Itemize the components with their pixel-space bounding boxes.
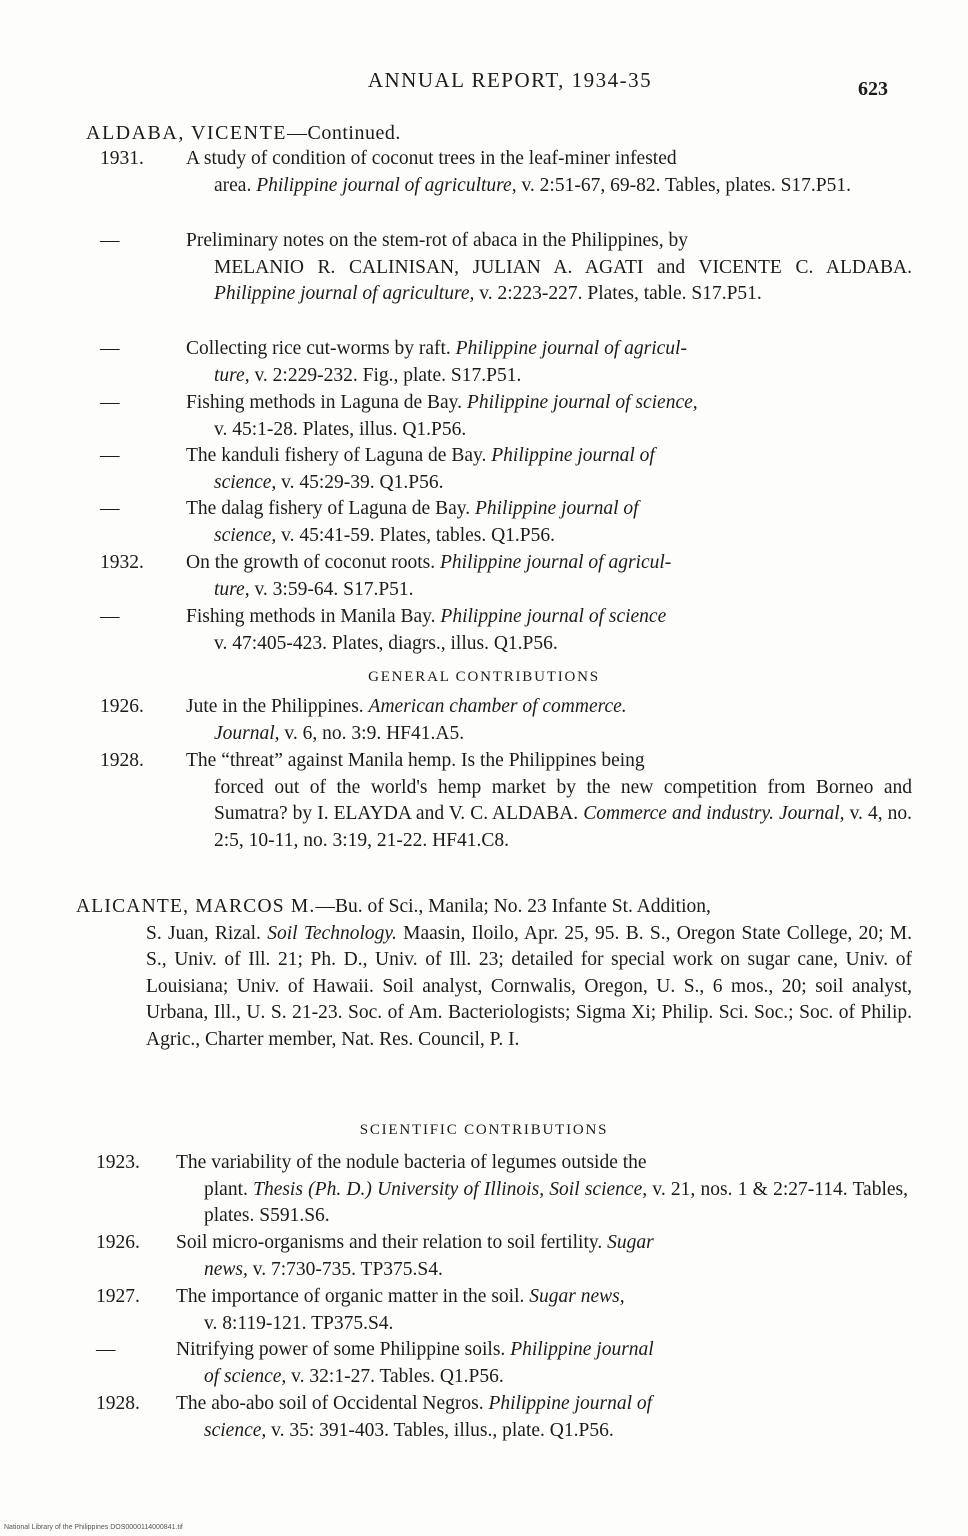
entry-citation: v. 6, no. 3:9. HF41.A5. — [279, 722, 465, 744]
entry-citation: v. 7:730-735. TP375.S4. — [247, 1258, 443, 1280]
bibliography-entry — [100, 550, 912, 603]
bibliography-entry — [96, 1230, 908, 1283]
bibliography-entry — [100, 496, 912, 549]
entry-year: 1927. — [96, 1286, 140, 1307]
journal-name: American chamber of commerce. — [368, 696, 627, 717]
entry-title: The importance of organic matter in the soil. — [176, 1286, 530, 1307]
journal-name: Philippine journal of — [474, 498, 639, 519]
entry-citation: v. 8:119-121. TP375.S4. — [204, 1312, 394, 1334]
author-entry-alicante — [76, 894, 912, 1053]
journal-name: Sugar — [607, 1232, 654, 1253]
section-heading-scientific: SCIENTIFIC CONTRIBUTIONS — [359, 1122, 609, 1138]
entry-title: The kanduli fishery of Laguna de Bay. — [186, 445, 492, 466]
bibliography-entry — [96, 1391, 908, 1444]
entry-year: 1928. — [100, 750, 144, 771]
entry-title: Nitrifying power of some Philippine soils. — [176, 1339, 511, 1360]
bibliography-entry — [100, 748, 912, 854]
entry-year: 1926. — [100, 696, 144, 717]
entry-year: 1926. — [96, 1232, 140, 1253]
entry-citation: v. 3:59-64. S17.P51. — [249, 578, 414, 600]
journal-name: science, — [214, 524, 277, 546]
entry-year: — — [96, 1339, 116, 1360]
journal-name: Philippine journal of agriculture, — [256, 174, 517, 196]
journal-name: Philippine journal of — [488, 1393, 653, 1414]
entry-title: The abo-abo soil of Occidental Negros. — [176, 1393, 489, 1414]
bibliography-entry — [100, 694, 912, 747]
entry-citation: v. 21, nos. 1 & 2:27-114. Tables, plates. S591.S6. — [204, 1178, 908, 1226]
entry-title: The “threat” against Manila hemp. Is the Philippines being — [186, 750, 645, 771]
bibliography-entry — [96, 1337, 908, 1390]
author-specialty: Soil Technology. — [267, 922, 397, 944]
author-bio-first: —Bu. of Sci., Manila; No. 23 Infante St. Addition, — [315, 896, 711, 917]
entry-text: forced out of the world's hemp market by the new competition from Borneo and Sumatra? by I. ELAYDA and V. C. ALDABA. — [214, 776, 912, 824]
journal-name: Philippine journal of science — [440, 606, 667, 627]
journal-name: Sugar news, — [529, 1286, 625, 1307]
entry-text: area. — [214, 174, 257, 196]
entry-title: Fishing methods in Manila Bay. — [186, 606, 441, 627]
journal-name: ture, — [214, 578, 250, 600]
page-number: 623 — [858, 78, 888, 100]
entry-title: Fishing methods in Laguna de Bay. — [186, 392, 467, 413]
entry-title: The dalag fishery of Laguna de Bay. — [186, 498, 475, 519]
entry-citation: v. 2:51-67, 69-82. Tables, plates. S17.P51. — [516, 174, 852, 196]
entry-title: Preliminary notes on the stem-rot of abaca in the Philippines, by — [186, 230, 689, 251]
journal-name: Philippine journal of agriculture, — [214, 283, 475, 304]
journal-name: news, — [204, 1258, 248, 1280]
running-header: ANNUAL REPORT, 1934-35 — [367, 68, 653, 92]
author-continued: —Continued. — [287, 122, 401, 144]
journal-name: Thesis (Ph. D.) University of Illinois, Soil science, — [253, 1178, 648, 1200]
entry-year: 1923. — [96, 1152, 140, 1173]
entry-title: On the growth of coconut roots. — [186, 552, 440, 573]
journal-name: ture, — [214, 364, 250, 386]
entry-citation: v. 47:405-423. Plates, diagrs., illus. Q1.P56. — [214, 632, 558, 654]
entry-title: Soil micro-organisms and their relation to soil fertility. — [176, 1232, 608, 1253]
entry-citation: v. 32:1-27. Tables. Q1.P56. — [286, 1365, 504, 1387]
bibliography-entry — [100, 336, 912, 389]
scan-footer-stamp: National Library of the Philippines DOS0000114000841.tif — [4, 1524, 183, 1531]
author-bio: Maasin, Iloilo, Apr. 25, 95. B. S., Oregon State College, 20; M. S., Univ. of Ill. 21; Ph. D., Univ. of Ill. 23; detailed for special work on sugar cane, Univ. of Louisiana; Univ. of Hawaii. Soil analyst, Cornwalis, Oregon, U. S., 6 mos., 20; soil analyst, Urbana, Ill., U. S. 21-23. Soc. of Am. Bacteriologists; Sigma Xi; Philip. Sci. Soc.; Soc. of Philip. Agric., Charter member, Nat. Res. Council, P. I. — [146, 922, 912, 1050]
entry-year: — — [100, 338, 120, 359]
entry-year: — — [100, 498, 120, 519]
entry-year: — — [100, 230, 120, 251]
entry-year: 1931. — [100, 148, 144, 169]
journal-name: Philippine journal of science, — [466, 392, 698, 413]
bibliography-entry — [100, 443, 912, 496]
bibliography-entry — [100, 390, 912, 443]
bibliography-entry — [100, 228, 912, 308]
entry-title: Jute in the Philippines. — [186, 696, 369, 717]
entry-citation: v. 45:29-39. Q1.P56. — [276, 471, 444, 493]
entry-citation: v. 45:1-28. Plates, illus. Q1.P56. — [214, 418, 467, 440]
entry-year: — — [100, 392, 120, 413]
bibliography-entry — [100, 604, 912, 657]
entry-title: The variability of the nodule bacteria of legumes outside the — [176, 1152, 647, 1173]
entry-title: A study of condition of coconut trees in the leaf-miner infested — [186, 148, 677, 169]
journal-name: science, — [214, 471, 277, 493]
entry-year: — — [100, 606, 120, 627]
bibliography-entry — [96, 1284, 908, 1337]
entry-year: 1932. — [100, 552, 144, 573]
journal-name: Philippine journal of — [491, 445, 655, 466]
journal-name: science, — [204, 1419, 267, 1441]
author-heading-aldaba — [86, 120, 916, 146]
journal-name: Journal, — [214, 722, 280, 744]
author-name: ALICANTE, MARCOS M. — [76, 896, 316, 917]
entry-citation: v. 2:229-232. Fig., plate. S17.P51. — [249, 364, 522, 386]
journal-name: Philippine journal of agricul- — [440, 552, 672, 573]
entry-citation: v. 35: 391-403. Tables, illus., plate. Q1.P56. — [266, 1419, 614, 1441]
entry-text: MELANIO R. CALINISAN, JULIAN A. AGATI and VICENTE C. ALDABA. — [214, 256, 912, 278]
journal-name: Philippine journal of agricul- — [455, 338, 687, 359]
bibliography-entry — [96, 1150, 908, 1230]
journal-name: Philippine journal — [510, 1339, 654, 1360]
bibliography-entry — [100, 146, 912, 199]
entry-citation: v. 4, no. 2:5, 10-11, no. 3:19, 21-22. HF41.C8. — [214, 803, 912, 851]
section-heading-general: GENERAL CONTRIBUTIONS — [368, 669, 600, 685]
author-name: ALDABA, VICENTE — [86, 122, 288, 144]
journal-name: of science, — [204, 1365, 287, 1387]
journal-name: Commerce and industry. Journal, — [583, 803, 845, 824]
entry-text: plant. — [204, 1178, 254, 1200]
entry-citation: v. 2:223-227. Plates, table. S17.P51. — [474, 283, 762, 304]
entry-citation: v. 45:41-59. Plates, tables. Q1.P56. — [276, 524, 556, 546]
entry-year: 1928. — [96, 1393, 140, 1414]
author-bio: S. Juan, Rizal. — [146, 922, 268, 944]
entry-year: — — [100, 445, 120, 466]
entry-title: Collecting rice cut-worms by raft. — [186, 338, 456, 359]
